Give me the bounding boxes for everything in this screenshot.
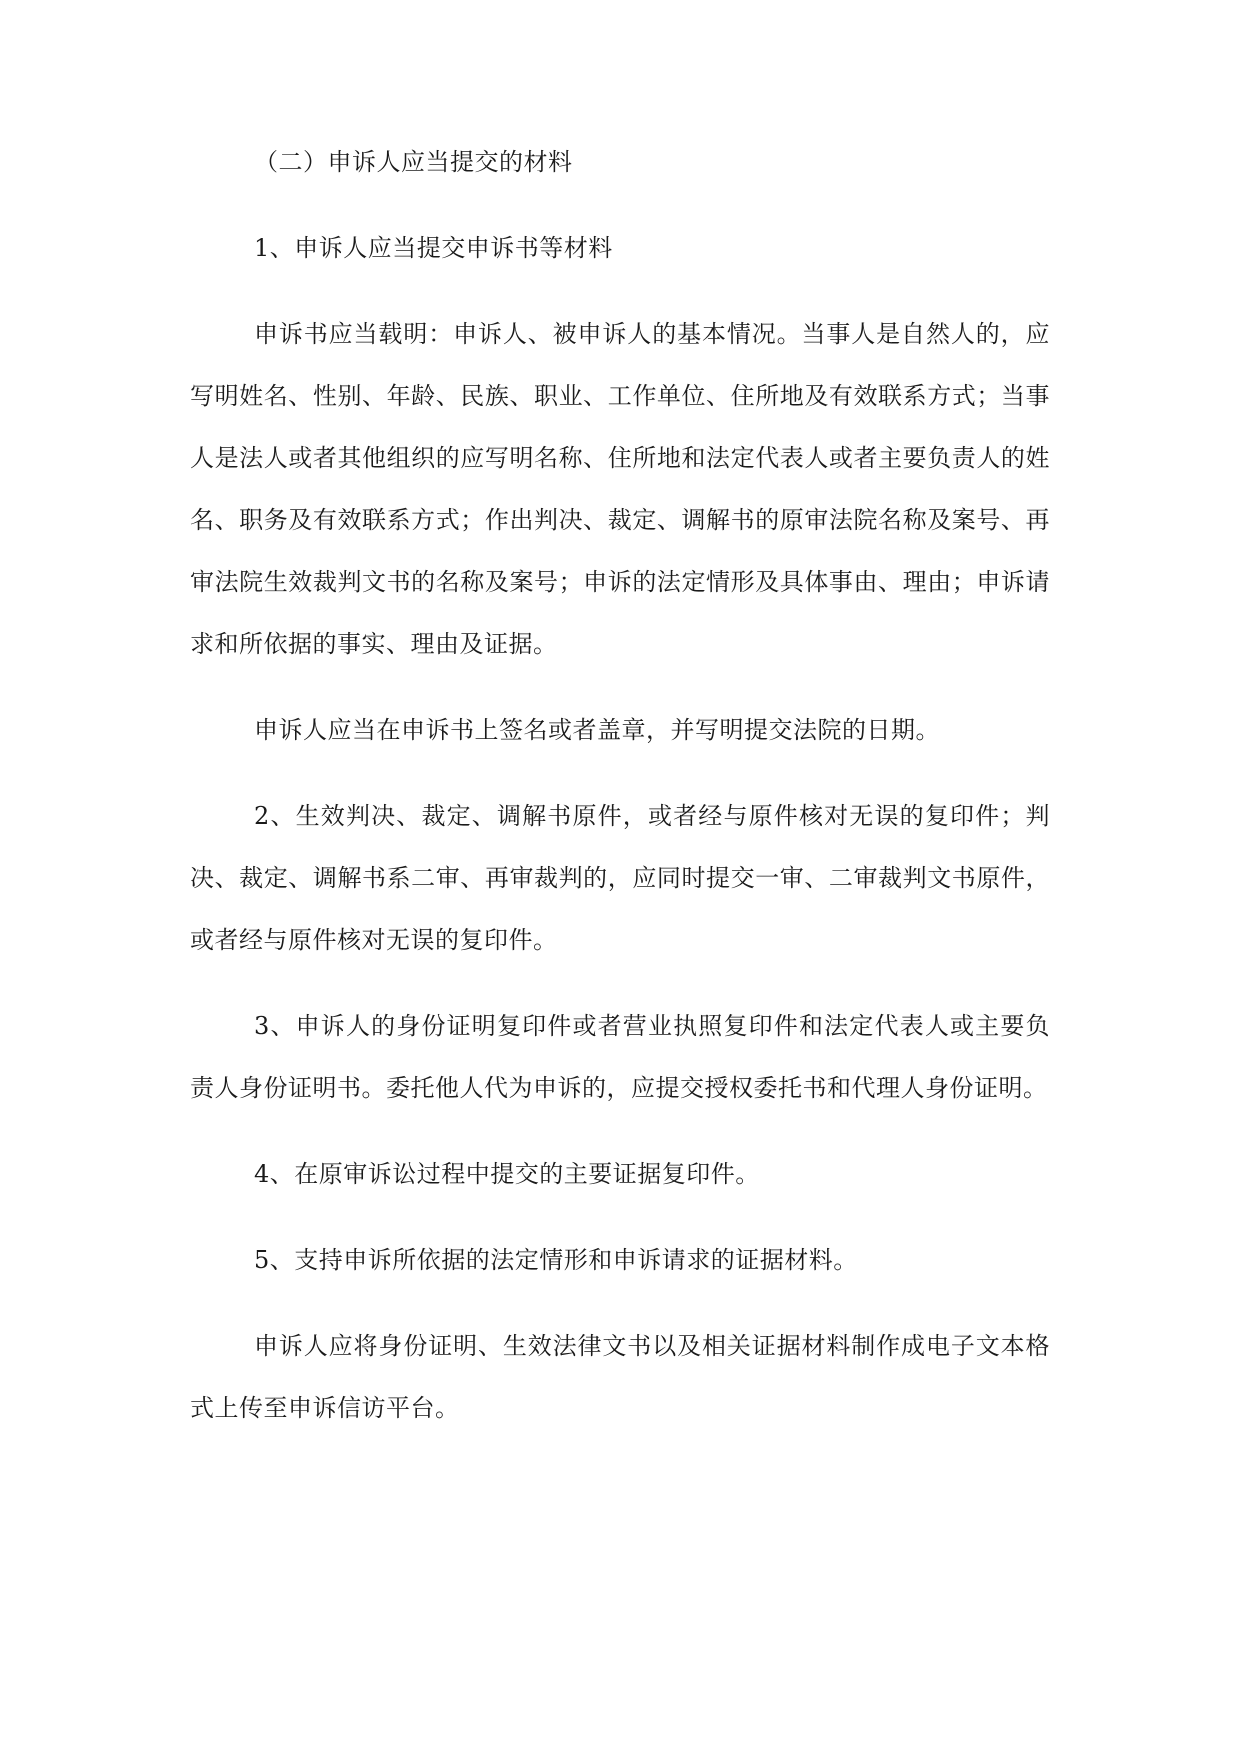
paragraph-3: 申诉人应当在申诉书上签名或者盖章，并写明提交法院的日期。 bbox=[254, 716, 940, 744]
paragraph-7: 5、支持申诉所依据的法定情形和申诉请求的证据材料。 bbox=[254, 1246, 858, 1274]
paragraph-6: 4、在原审诉讼过程中提交的主要证据复印件。 bbox=[254, 1160, 760, 1188]
section-heading: （二）申诉人应当提交的材料 bbox=[254, 148, 573, 176]
document-body bbox=[190, 131, 1050, 1439]
paragraph-8: 申诉人应将身份证明、生效法律文书以及相关证据材料制作成电子文本格式上传至申诉信访平台。 bbox=[190, 1332, 1050, 1422]
paragraph-5: 3、申诉人的身份证明复印件或者营业执照复印件和法定代表人或主要负责人身份证明书。委托他人代为申诉的，应提交授权委托书和代理人身份证明。 bbox=[190, 1012, 1050, 1102]
paragraph-4: 2、生效判决、裁定、调解书原件，或者经与原件核对无误的复印件；判决、裁定、调解书系二审、再审裁判的，应同时提交一审、二审裁判文书原件，或者经与原件核对无误的复印件。 bbox=[190, 802, 1050, 954]
paragraph-2: 申诉书应当载明：申诉人、被申诉人的基本情况。当事人是自然人的，应写明姓名、性别、年龄、民族、职业、工作单位、住所地及有效联系方式；当事人是法人或者其他组织的应写明名称、住所地和法定代表人或者主要负责人的姓名、职务及有效联系方式；作出判决、裁定、调解书的原审法院名称及案号、再审法院生效裁判文书的名称及案号；申诉的法定情形及具体事由、理由；申诉请求和所依据的事实、理由及证据。 bbox=[190, 320, 1050, 658]
paragraph-1: 1、申诉人应当提交申诉书等材料 bbox=[254, 234, 613, 262]
